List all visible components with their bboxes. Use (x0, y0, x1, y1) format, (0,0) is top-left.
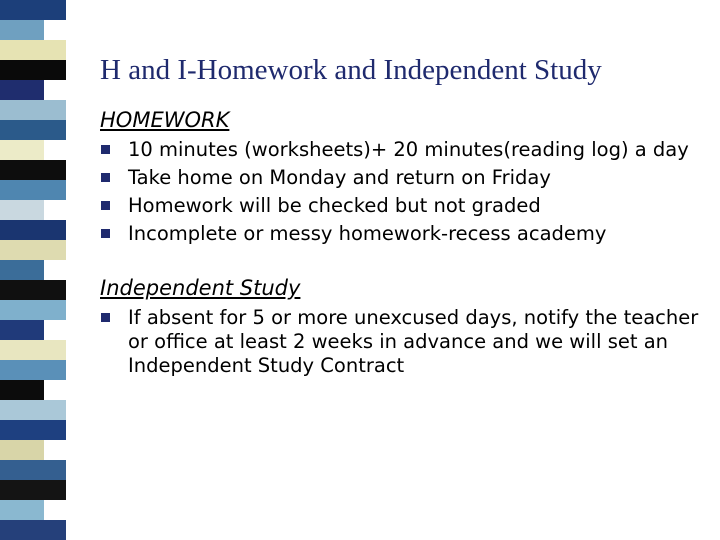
decorative-stripe (0, 60, 66, 80)
square-bullet-icon (101, 229, 110, 238)
square-bullet-icon (101, 173, 110, 182)
square-bullet-icon (101, 313, 110, 322)
slide-title: H and I-Homework and Independent Study (100, 54, 602, 86)
decorative-stripe (0, 220, 66, 240)
decorative-stripe (0, 500, 44, 520)
decorative-stripe (0, 280, 66, 300)
decorative-stripe (0, 360, 66, 380)
decorative-stripe (0, 80, 44, 100)
homework-section (100, 106, 700, 246)
decorative-stripe (0, 340, 66, 360)
square-bullet-icon (101, 145, 110, 154)
list-item-text: Take home on Monday and return on Friday (128, 166, 551, 189)
decorative-stripe (0, 440, 44, 460)
decorative-stripe (0, 140, 44, 160)
list-item (100, 222, 700, 246)
independent-study-list (100, 306, 700, 378)
decorative-stripe (0, 260, 44, 280)
decorative-stripe (0, 180, 66, 200)
decorative-stripe (0, 420, 66, 440)
decorative-stripe (0, 20, 44, 40)
decorative-stripe (0, 100, 66, 120)
independent-study-section (100, 274, 700, 378)
list-item-text: 10 minutes (worksheets)+ 20 minutes(reading log) a day (128, 138, 689, 161)
decorative-stripe (0, 0, 66, 20)
decorative-stripe (0, 40, 66, 60)
list-item (100, 306, 700, 378)
decorative-stripe (0, 320, 44, 340)
decorative-stripe (0, 520, 66, 540)
decorative-stripe-bar (0, 0, 66, 540)
list-item (100, 166, 700, 190)
decorative-stripe (0, 400, 66, 420)
square-bullet-icon (101, 201, 110, 210)
decorative-stripe (0, 380, 44, 400)
homework-list (100, 138, 700, 246)
slide-content (100, 106, 700, 378)
list-item-text: If absent for 5 or more unexcused days, notify the teacher or office at least 2 weeks in advance and we will set an Independent Study Contract (128, 306, 699, 377)
list-item (100, 138, 700, 162)
decorative-stripe (0, 300, 66, 320)
decorative-stripe (0, 120, 66, 140)
list-item-text: Homework will be checked but not graded (128, 194, 541, 217)
homework-heading: HOMEWORK (100, 108, 230, 132)
decorative-stripe (0, 240, 66, 260)
decorative-stripe (0, 480, 66, 500)
independent-study-heading: Independent Study (100, 276, 301, 300)
decorative-stripe (0, 460, 66, 480)
list-item (100, 194, 700, 218)
list-item-text: Incomplete or messy homework-recess academy (128, 222, 607, 245)
decorative-stripe (0, 200, 44, 220)
decorative-stripe (0, 160, 66, 180)
